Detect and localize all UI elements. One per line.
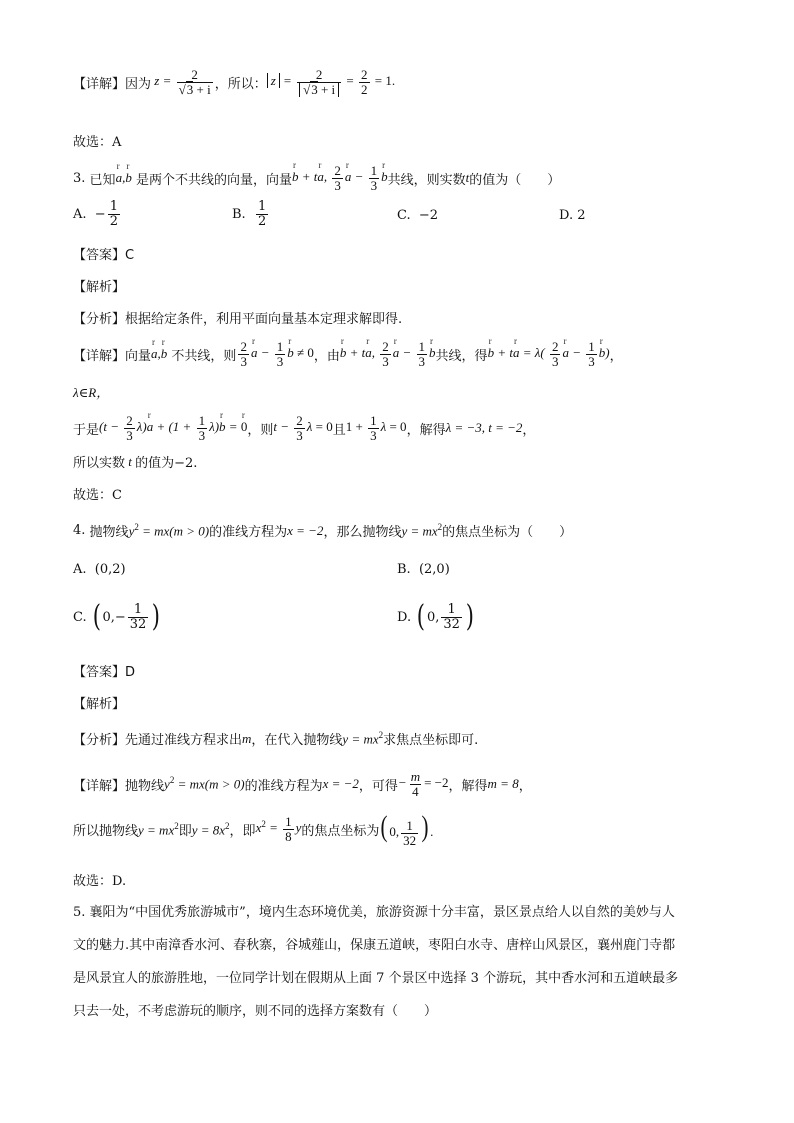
option-value: −2 bbox=[418, 208, 439, 223]
option-value: (0,2) bbox=[94, 562, 126, 577]
selection-line: 故选：C bbox=[73, 488, 122, 503]
analysis-heading: 【解析】 bbox=[73, 697, 126, 712]
selection-line: 故选：D. bbox=[73, 874, 127, 889]
text: 的准线方程为 bbox=[244, 778, 323, 794]
text: ，所以： bbox=[214, 76, 267, 92]
formula-parabola: $y^2 = mx(m > 0)$ bbox=[164, 775, 245, 792]
option-b bbox=[397, 562, 450, 577]
detail-line-1 bbox=[73, 340, 734, 368]
option-label: A. bbox=[73, 206, 87, 222]
question-5-line-1: 5. 襄阳为“中国优秀旅游城市”，境内生态环境优美，旅游资源十分丰富，景区景点给人以自然的美妙与人 bbox=[73, 905, 675, 920]
detail-tag: 【详解】 bbox=[73, 778, 126, 794]
text: 的准线方程为 bbox=[209, 525, 288, 540]
formula-eq1: t − $\frac{2}{3}$ λ = 0 bbox=[273, 413, 333, 443]
text: ， bbox=[518, 778, 532, 794]
formula-eq2: 1 + $\frac{1}{3}$ λ = 0 bbox=[345, 413, 407, 443]
text: 的焦点坐标为（ ） bbox=[442, 525, 573, 540]
question-5-line-3: 是风景宜人的旅游胜地，一位同学计划在假期从上面 7 个景区中选择 3 个游玩，其中香水河和五道峡最多 bbox=[73, 971, 679, 986]
formula-lambda: r b + tr a = λ( $\frac{2}{3}$ r a − $\frac{1}{3}$ r b) bbox=[488, 340, 610, 368]
question-4 bbox=[73, 521, 734, 540]
option-label: B. bbox=[397, 562, 411, 577]
question-5-line-2: 文的魅力.其中南漳香水河、春秋寨，谷城薤山，保康五道峡，枣阳白水寺、唐梓山风景区，襄州鹿门寺都 bbox=[73, 938, 676, 953]
option-c bbox=[397, 208, 438, 223]
formula-8x2: $y = 8x^2$ bbox=[191, 820, 230, 838]
option-d: D. ( 0, $\frac{1}{32}$ ) bbox=[397, 599, 474, 634]
text: ，可得 bbox=[358, 778, 398, 794]
formula-t: t bbox=[125, 453, 136, 469]
lambda-line: λ∈R， bbox=[73, 385, 110, 400]
detail-tag: 【详解】 bbox=[73, 76, 126, 92]
text: 是两个不共线的向量，向量 bbox=[135, 172, 292, 188]
option-a bbox=[73, 200, 122, 228]
text: 即 bbox=[178, 824, 192, 840]
formula-abs-z: z = $\frac{2}{√3 + i}$ = $\frac{2}{2}$ = 1. bbox=[267, 68, 395, 96]
formula-parabola-2: $y = mx^2$ bbox=[401, 521, 443, 539]
formula-vectors: r a,r b bbox=[116, 170, 132, 186]
formula-parabola-2: $y = mx^2$ bbox=[342, 729, 384, 747]
formula-m: m bbox=[242, 730, 252, 746]
formula-x2: $x^2$ = $\frac{1}{8}$ y bbox=[255, 814, 302, 845]
text: ，解得 bbox=[448, 778, 488, 794]
text: 抛物线 bbox=[89, 525, 129, 540]
text: 不共线，则 bbox=[171, 348, 237, 364]
option-label: D. bbox=[397, 609, 412, 625]
conclusion-line bbox=[73, 452, 734, 471]
text: 的值为−2. bbox=[135, 456, 198, 471]
formula-directrix: x = −2 bbox=[322, 776, 359, 792]
question-number: 4. bbox=[73, 523, 86, 538]
formula-parabola: $y^2 = mx(m > 0)$ bbox=[128, 521, 210, 539]
text: 且 bbox=[332, 422, 346, 438]
text: ，在代入抛物线 bbox=[251, 733, 343, 748]
text: 共线，得 bbox=[435, 348, 488, 364]
text: ，则 bbox=[247, 422, 274, 438]
text: ， bbox=[522, 422, 536, 438]
detail-tag: 【详解】 bbox=[73, 348, 126, 364]
text: 于是 bbox=[73, 422, 100, 438]
formula-nonzero: $\frac{2}{3}$ r a − $\frac{1}{3}$ r b ≠ 0 bbox=[236, 340, 313, 368]
option-value: (2,0) bbox=[418, 562, 450, 577]
question-3 bbox=[73, 164, 734, 192]
question-5-line-4: 只去一处，不考虑游玩的顺序，则不同的选择方案数有（ ） bbox=[73, 1004, 438, 1019]
option-label: C. bbox=[73, 609, 87, 625]
text: 共线，则实数 bbox=[387, 172, 466, 188]
option-value: − bbox=[94, 206, 106, 222]
option-a bbox=[73, 562, 126, 577]
text: 【分析】先通过准线方程求出 bbox=[73, 733, 243, 748]
formula-result: λ = −3, t = −2 bbox=[445, 420, 523, 436]
selection-line: 故选：A bbox=[73, 135, 122, 150]
text: 因为 bbox=[125, 76, 152, 92]
text: ，即 bbox=[229, 824, 256, 840]
text: ，解得 bbox=[406, 422, 446, 438]
detail-line-2 bbox=[73, 414, 734, 442]
option-label: B. bbox=[232, 206, 246, 222]
text: 所以抛物线 bbox=[73, 824, 139, 840]
text: 的值为（ ） bbox=[469, 172, 561, 188]
fraction-half: $\frac{1}{2}$ bbox=[257, 199, 267, 229]
formula-z: z = $\frac{2}{√3 + i}$ bbox=[151, 67, 211, 97]
formula-directrix: x = −2 bbox=[287, 522, 324, 538]
analysis-heading: 【解析】 bbox=[73, 280, 126, 295]
text: 的焦点坐标为 bbox=[301, 824, 380, 840]
option-d bbox=[559, 208, 586, 223]
formula-combo: r b + tr a, $\frac{2}{3}$ r a − $\frac{1}{3}$ r b bbox=[292, 164, 388, 192]
text: ，那么抛物线 bbox=[323, 525, 402, 540]
option-label: A. bbox=[73, 562, 87, 577]
answer-line: 【答案】D bbox=[73, 665, 136, 680]
formula-expand: (t − $\frac{2}{3}$ λ)r a + (1 + $\frac{1}{3}$ λ)r b = r 0 bbox=[99, 414, 247, 442]
option-label: C. bbox=[397, 208, 411, 223]
option-value: 2 bbox=[577, 208, 586, 223]
analysis-line: 【分析】根据给定条件，利用平面向量基本定理求解即得. bbox=[73, 312, 403, 327]
solution-line-z bbox=[73, 68, 734, 96]
option-c: C. ( 0,− $\frac{1}{32}$ ) bbox=[73, 599, 161, 634]
text: 求焦点坐标即可. bbox=[383, 733, 479, 748]
text: 已知 bbox=[89, 172, 116, 188]
text: 抛物线 bbox=[125, 778, 165, 794]
text: 所以实数 bbox=[73, 456, 126, 471]
option-b bbox=[232, 200, 270, 228]
text: 向量 bbox=[125, 348, 152, 364]
question-number: 3. bbox=[73, 170, 86, 186]
formula-pair: r b + tr a, $\frac{2}{3}$ r a − $\frac{1}{3}$ r b bbox=[340, 340, 436, 368]
fraction-half: $\frac{1}{2}$ bbox=[109, 199, 118, 229]
formula-m-8: m = 8 bbox=[487, 776, 519, 792]
text: ， bbox=[609, 348, 623, 364]
answer-line: 【答案】C bbox=[73, 248, 135, 263]
formula-m-4: − $\frac{m}{4}$ = −2 bbox=[397, 769, 449, 799]
formula-focus: ( 0, $\frac{1}{32}$ ) . bbox=[380, 810, 434, 848]
detail-line-1 bbox=[73, 770, 734, 798]
text: ，由 bbox=[313, 348, 340, 364]
analysis-line bbox=[73, 729, 734, 748]
conclusion-line bbox=[73, 812, 734, 847]
formula-ab: r a,r b bbox=[151, 346, 167, 362]
formula-t: t bbox=[465, 170, 470, 186]
option-label: D. bbox=[559, 208, 574, 223]
formula-parabola-2: $y = mx^2$ bbox=[138, 820, 179, 838]
